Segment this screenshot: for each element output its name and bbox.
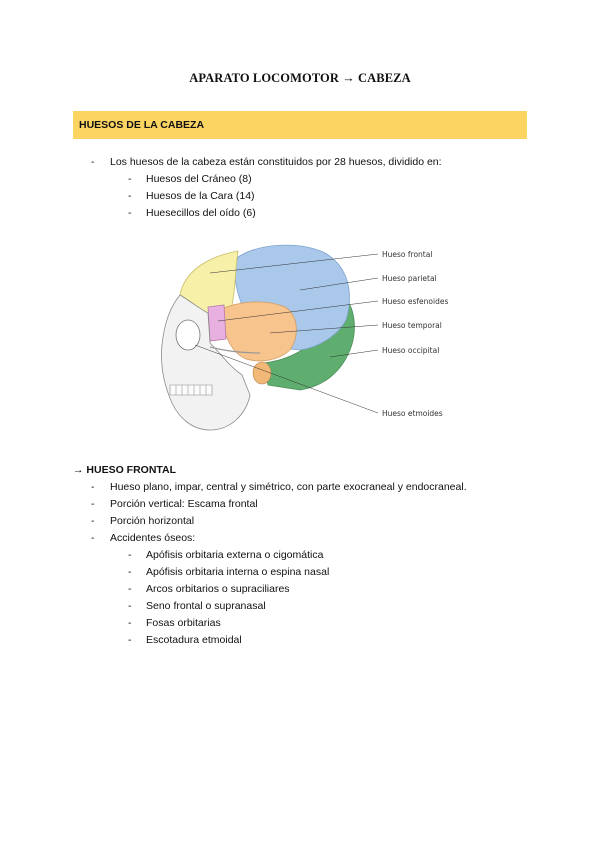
bullet-dash: -: [128, 583, 132, 595]
list-item: Escotadura etmoidal: [146, 634, 242, 646]
list-item: Accidentes óseos:: [110, 532, 196, 544]
list-item: Seno frontal o supranasal: [146, 600, 266, 612]
subsection-heading: → HUESO FRONTAL: [73, 464, 177, 476]
list-item: Hueso plano, impar, central y simétrico, con parte exocraneal y endocraneal.: [110, 481, 467, 493]
list-item: Huesecillos del oído (6): [146, 207, 256, 219]
bullet-dash: -: [128, 207, 132, 219]
bullet-dash: -: [128, 173, 132, 185]
list-item: Apófisis orbitaria externa o cigomática: [146, 549, 324, 561]
label-frontal: Hueso frontal: [382, 250, 433, 259]
bullet-dash: -: [128, 190, 132, 202]
skull-diagram: [150, 235, 470, 435]
label-occipital: Hueso occipital: [382, 346, 440, 355]
bullet-dash: -: [128, 549, 132, 561]
list-item: Porción horizontal: [110, 515, 195, 527]
mastoid-process: [253, 362, 271, 384]
temporal-bone: [222, 302, 296, 361]
page-title: APARATO LOCOMOTOR → CABEZA: [189, 71, 411, 85]
list-item: Arcos orbitarios o supraciliares: [146, 583, 290, 595]
label-parietal: Hueso parietal: [382, 274, 437, 283]
list-item: Huesos del Cráneo (8): [146, 173, 252, 185]
bullet-dash: -: [91, 156, 95, 168]
bullet-dash: -: [91, 532, 95, 544]
list-item: Porción vertical: Escama frontal: [110, 498, 258, 510]
label-sphenoid: Hueso esfenoides: [382, 297, 449, 306]
bullet-dash: -: [128, 600, 132, 612]
label-temporal: Hueso temporal: [382, 321, 442, 330]
bullet-dash: -: [128, 617, 132, 629]
bullet-dash: -: [128, 566, 132, 578]
intro-line: Los huesos de la cabeza están constituidos por 28 huesos, dividido en:: [110, 156, 442, 168]
section-header: [73, 111, 527, 139]
bullet-dash: -: [128, 634, 132, 646]
list-item: Huesos de la Cara (14): [146, 190, 255, 202]
teeth-shape: [170, 385, 212, 395]
label-ethmoid: Hueso etmoides: [382, 409, 443, 418]
bullet-dash: -: [91, 481, 95, 493]
list-item: Apófisis orbitaria interna o espina nasal: [146, 566, 330, 578]
bullet-dash: -: [91, 498, 95, 510]
section-header-label: HUESOS DE LA CABEZA: [79, 119, 205, 131]
bullet-dash: -: [91, 515, 95, 527]
sphenoid-bone: [208, 305, 226, 341]
list-item: Fosas orbitarias: [146, 617, 221, 629]
